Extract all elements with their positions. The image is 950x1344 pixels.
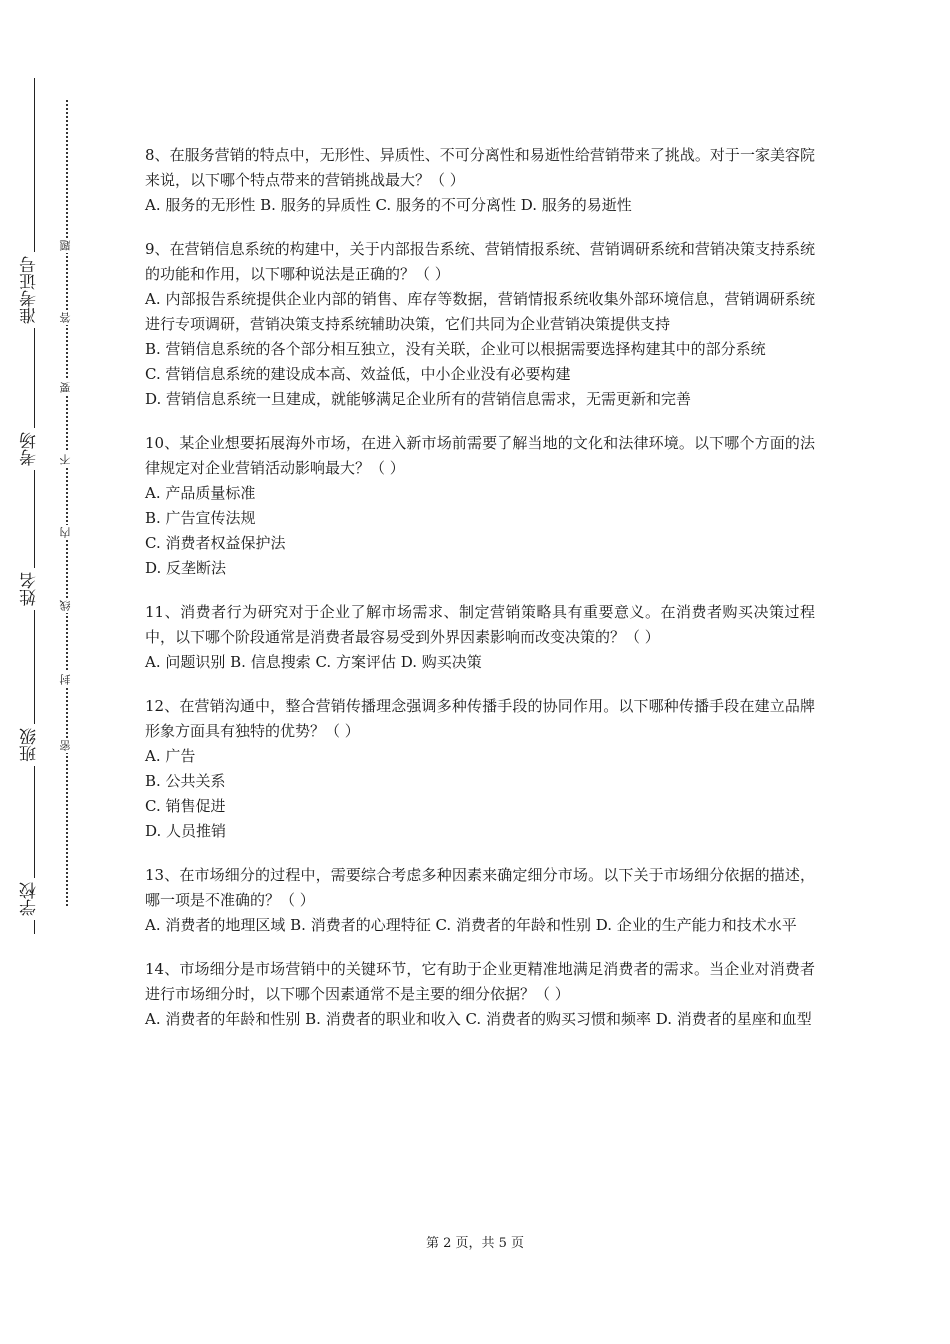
school-label: 学校 — [20, 878, 50, 920]
option-a: A. 广告 — [145, 747, 196, 765]
question-stem: 11、消费者行为研究对于企业了解市场需求、制定营销策略具有重要意义。在消费者购买决策过程中，以下哪个阶段通常是消费者最容易受到外界因素影响而改变决策的？（ ） — [145, 603, 815, 646]
question-list — [145, 143, 815, 1051]
option-b: B. 广告宣传法规 — [145, 509, 256, 527]
seal-word: 内 — [59, 527, 72, 538]
question-stem: 10、某企业想要拓展海外市场，在进入新市场前需要了解当地的文化和法律环境。以下哪个方面的法律规定对企业营销活动影响最大？（ ） — [145, 434, 815, 477]
question-10 — [145, 431, 815, 581]
option-c: C. 消费者权益保护法 — [145, 534, 286, 552]
page-footer: 第 2 页，共 5 页 — [425, 1236, 525, 1251]
question-options: A. 服务的无形性 B. 服务的异质性 C. 服务的不可分离性 D. 服务的易逝性 — [145, 196, 632, 214]
question-options: A. 消费者的地理区域 B. 消费者的心理特征 C. 消费者的年龄和性别 D. 企业的生产能力和技术水平 — [145, 916, 797, 934]
question-options: A. 问题识别 B. 信息搜索 C. 方案评估 D. 购买决策 — [145, 653, 482, 671]
option-c: C. 销售促进 — [145, 797, 226, 815]
option-a: A. 产品质量标准 — [145, 484, 256, 502]
seal-word: 封 — [59, 674, 72, 685]
seal-word: 线 — [59, 600, 72, 611]
seal-word: 要 — [59, 382, 72, 393]
question-14 — [145, 957, 815, 1032]
question-8 — [145, 143, 815, 218]
question-12 — [145, 694, 815, 844]
class-label: 班级 — [20, 724, 50, 766]
option-b: B. 公共关系 — [145, 772, 226, 790]
question-stem: 13、在市场细分的过程中，需要综合考虑多种因素来确定细分市场。以下关于市场细分依据的描述，哪一项是不准确的？（ ） — [145, 866, 815, 909]
seal-word: 题 — [59, 240, 72, 251]
margin-solid-line — [34, 78, 35, 934]
question-options: A. 消费者的年龄和性别 B. 消费者的职业和收入 C. 消费者的购买习惯和频率 D. 消费者的星座和血型 — [145, 1010, 812, 1028]
option-d: D. 反垄断法 — [145, 559, 227, 577]
exam-id-label: 准考证号 — [20, 252, 50, 328]
option-d: D. 人员推销 — [145, 822, 227, 840]
question-13 — [145, 863, 815, 938]
question-stem: 12、在营销沟通中，整合营销传播理念强调多种传播手段的协同作用。以下哪种传播手段在建立品牌形象方面具有独特的优势？（ ） — [145, 697, 815, 740]
option-c: C. 营销信息系统的建设成本高、效益低，中小企业没有必要构建 — [145, 365, 571, 383]
question-9 — [145, 237, 815, 412]
question-stem: 8、在服务营销的特点中，无形性、异质性、不可分离性和易逝性给营销带来了挑战。对于一家美容院来说，以下哪个特点带来的营销挑战最大？（ ） — [145, 146, 815, 189]
exam-room-label: 考场 — [20, 428, 50, 470]
question-11 — [145, 600, 815, 675]
option-b: B. 营销信息系统的各个部分相互独立，没有关联，企业可以根据需要选择构建其中的部分系统 — [145, 340, 766, 358]
seal-dotted-line — [66, 100, 68, 906]
question-stem: 9、在营销信息系统的构建中，关于内部报告系统、营销情报系统、营销调研系统和营销决策支持系统的功能和作用，以下哪种说法是正确的？（ ） — [145, 240, 815, 283]
option-d: D. 营销信息系统一旦建成，就能够满足企业所有的营销信息需求，无需更新和完善 — [145, 390, 692, 408]
question-stem: 14、市场细分是市场营销中的关键环节，它有助于企业更精准地满足消费者的需求。当企业对消费者进行市场细分时，以下哪个因素通常不是主要的细分依据？（ ） — [145, 960, 815, 1003]
name-label: 姓名 — [20, 568, 50, 610]
seal-word: 密 — [59, 740, 72, 751]
seal-word: 答 — [59, 312, 72, 323]
seal-word: 不 — [59, 454, 72, 465]
option-a: A. 内部报告系统提供企业内部的销售、库存等数据，营销情报系统收集外部环境信息，营销调研系统进行专项调研，营销决策支持系统辅助决策，它们共同为企业营销决策提供支持 — [145, 290, 815, 333]
